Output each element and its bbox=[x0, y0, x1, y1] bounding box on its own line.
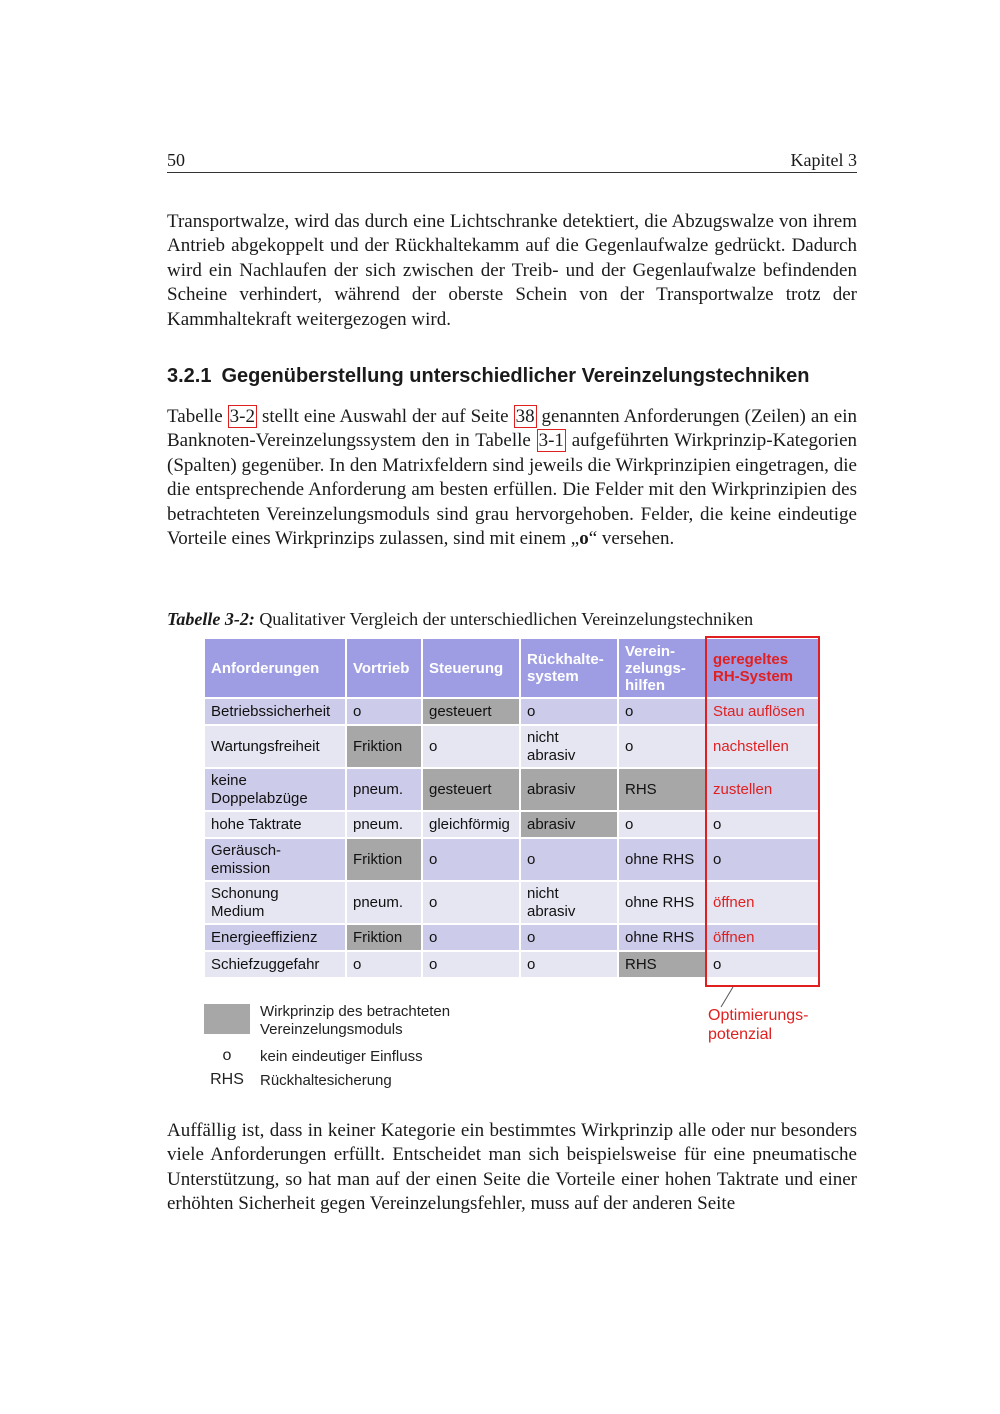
cell-vereinzelungshilfen: RHS bbox=[619, 769, 705, 810]
cell-steuerung: o bbox=[423, 882, 519, 923]
cell-vereinzelungshilfen: RHS bbox=[619, 952, 705, 977]
cell-rueckhaltesystem: nicht abrasiv bbox=[521, 882, 617, 923]
cell-vortrieb: pneum. bbox=[347, 812, 421, 837]
header-steuerung: Steuerung bbox=[423, 639, 519, 697]
caption-label: Tabelle 3-2: bbox=[167, 609, 255, 629]
page-number: 50 bbox=[167, 150, 185, 170]
cell-rueckhaltesystem: o bbox=[521, 925, 617, 950]
cell-requirement: keine Doppelabzüge bbox=[205, 769, 345, 810]
cell-steuerung: gesteuert bbox=[423, 769, 519, 810]
cell-steuerung: o bbox=[423, 839, 519, 880]
cell-vereinzelungshilfen: ohne RHS bbox=[619, 882, 705, 923]
header-geregeltes-rh-system: geregeltes RH-System bbox=[707, 639, 820, 697]
legend-rhs-text: Rückhaltesicherung bbox=[260, 1072, 392, 1089]
section-number: 3.2.1 bbox=[167, 365, 212, 387]
header-vortrieb: Vortrieb bbox=[347, 639, 421, 697]
cell-vortrieb: Friktion bbox=[347, 839, 421, 880]
cell-vortrieb: Friktion bbox=[347, 726, 421, 767]
o-symbol-bold: o bbox=[579, 528, 589, 550]
cell-rh-system: öffnen bbox=[707, 925, 820, 950]
text-run: stellt eine Auswahl der auf Seite bbox=[256, 406, 514, 427]
cell-steuerung: gesteuert bbox=[423, 699, 519, 724]
legend-o-symbol: o bbox=[222, 1047, 232, 1064]
cell-vereinzelungshilfen: ohne RHS bbox=[619, 839, 705, 880]
header-anforderungen: Anforderungen bbox=[205, 639, 345, 697]
cell-vereinzelungshilfen: ohne RHS bbox=[619, 925, 705, 950]
cell-steuerung: o bbox=[423, 952, 519, 977]
text-run: aufgeführten Wirkprinzip-Kategorien (Spalten) gegenüber. In den Matrixfeldern sind jeweils die Wirkprinzipien eingetragen, die die entsprechende Anforderung am besten erfüllen. Die Felder mit den Wirkprinzipien des betrachteten Vereinzelungsmoduls sind grau hervorgehoben. Felder, die keine eindeutige Vorteile eines Wirkprinzips zulassen, sind mit einem „ bbox=[167, 430, 858, 550]
cell-rueckhaltesystem: abrasiv bbox=[521, 812, 617, 837]
cell-vereinzelungshilfen: o bbox=[619, 726, 705, 767]
intro-paragraph: Transportwalze, wird das durch eine Lichtschranke detektiert, die Abzugswalze von ihrem Antrieb abgekoppelt und der Rückhaltekamm auf die Gegenlaufwalze gedrückt. Dadurch wird ein Nachlaufen der sich zwischen der Treib- und der Gegenlaufwalze befindenden Scheine verhindert, während der oberste Schein von der Transportwalze trotz der Kammhaltekraft weitergezogen wird. bbox=[167, 211, 857, 330]
cell-vortrieb: o bbox=[347, 952, 421, 977]
cell-requirement: Betriebssicherheit bbox=[205, 699, 345, 724]
cell-rh-system: o bbox=[707, 839, 820, 880]
cell-vortrieb: pneum. bbox=[347, 882, 421, 923]
table-reference-link-2[interactable]: 3-1 bbox=[538, 430, 564, 452]
cell-rh-system: Stau auflösen bbox=[707, 699, 820, 724]
cell-vortrieb: Friktion bbox=[347, 925, 421, 950]
closing-paragraph: Auffällig ist, dass in keiner Kategorie ein bestimmtes Wirkprinzip alle oder nur besonders viele Anforderungen erfüllt. Entscheidet man sich beispielsweise für eine pneumatische Unterstützung, so hat man auf der einen Seite die Vorteile einer hohen Taktrate und einer erhöhten Sicherheit gegen Vereinzelungsfehler, muss auf der anderen Seite bbox=[167, 1120, 857, 1215]
text-run: “ versehen. bbox=[588, 528, 675, 550]
legend-rhs-symbol: RHS bbox=[210, 1071, 244, 1088]
section-title: Gegenüberstellung unterschiedlicher Vereinzelungstechniken bbox=[221, 365, 810, 387]
cell-rueckhaltesystem: o bbox=[521, 839, 617, 880]
legend-gray-swatch bbox=[204, 1004, 250, 1034]
cell-requirement: Wartungsfreiheit bbox=[205, 726, 345, 767]
cell-steuerung: o bbox=[423, 726, 519, 767]
text-run: Tabelle bbox=[167, 406, 228, 427]
table-reference-link[interactable]: 3-2 bbox=[229, 406, 255, 427]
cell-rh-system: nachstellen bbox=[707, 726, 820, 767]
optimization-potential-label: Optimierungs- potenzial bbox=[708, 1007, 809, 1043]
cell-rh-system: o bbox=[707, 952, 820, 977]
header-vereinzelungshilfen: Verein- zelungs- hilfen bbox=[619, 639, 705, 697]
legend-o-text: kein eindeutiger Einfluss bbox=[260, 1048, 423, 1065]
cell-requirement: Schiefzuggefahr bbox=[205, 952, 345, 977]
cell-vereinzelungshilfen: o bbox=[619, 812, 705, 837]
cell-rueckhaltesystem: o bbox=[521, 952, 617, 977]
chapter-label: Kapitel 3 bbox=[790, 150, 857, 170]
cell-rueckhaltesystem: nicht abrasiv bbox=[521, 726, 617, 767]
caption-text: Qualitativer Vergleich der unterschiedlichen Vereinzelungstechniken bbox=[254, 609, 754, 629]
cell-rh-system: öffnen bbox=[707, 882, 820, 923]
header-rueckhaltesystem: Rückhalte- system bbox=[521, 639, 617, 697]
cell-vortrieb: o bbox=[347, 699, 421, 724]
cell-steuerung: gleichförmig bbox=[423, 812, 519, 837]
cell-rueckhaltesystem: o bbox=[521, 699, 617, 724]
cell-rueckhaltesystem: abrasiv bbox=[521, 769, 617, 810]
cell-vortrieb: pneum. bbox=[347, 769, 421, 810]
page-reference-link[interactable]: 38 bbox=[515, 406, 535, 427]
cell-requirement: Geräusch- emission bbox=[205, 839, 345, 880]
cell-rh-system: o bbox=[707, 812, 820, 837]
cell-requirement: hohe Taktrate bbox=[205, 812, 345, 837]
cell-requirement: Energieeffizienz bbox=[205, 925, 345, 950]
cell-steuerung: o bbox=[423, 925, 519, 950]
cell-vereinzelungshilfen: o bbox=[619, 699, 705, 724]
text-run: genannten Anforderungen (Zeilen) an ein Banknoten-Vereinzelungssystem den in Tabelle bbox=[167, 406, 857, 452]
cell-requirement: Schonung Medium bbox=[205, 882, 345, 923]
legend-swatch-text: Wirkprinzip des betrachteten Vereinzelungsmoduls bbox=[260, 1003, 451, 1038]
cell-rh-system: zustellen bbox=[707, 769, 820, 810]
